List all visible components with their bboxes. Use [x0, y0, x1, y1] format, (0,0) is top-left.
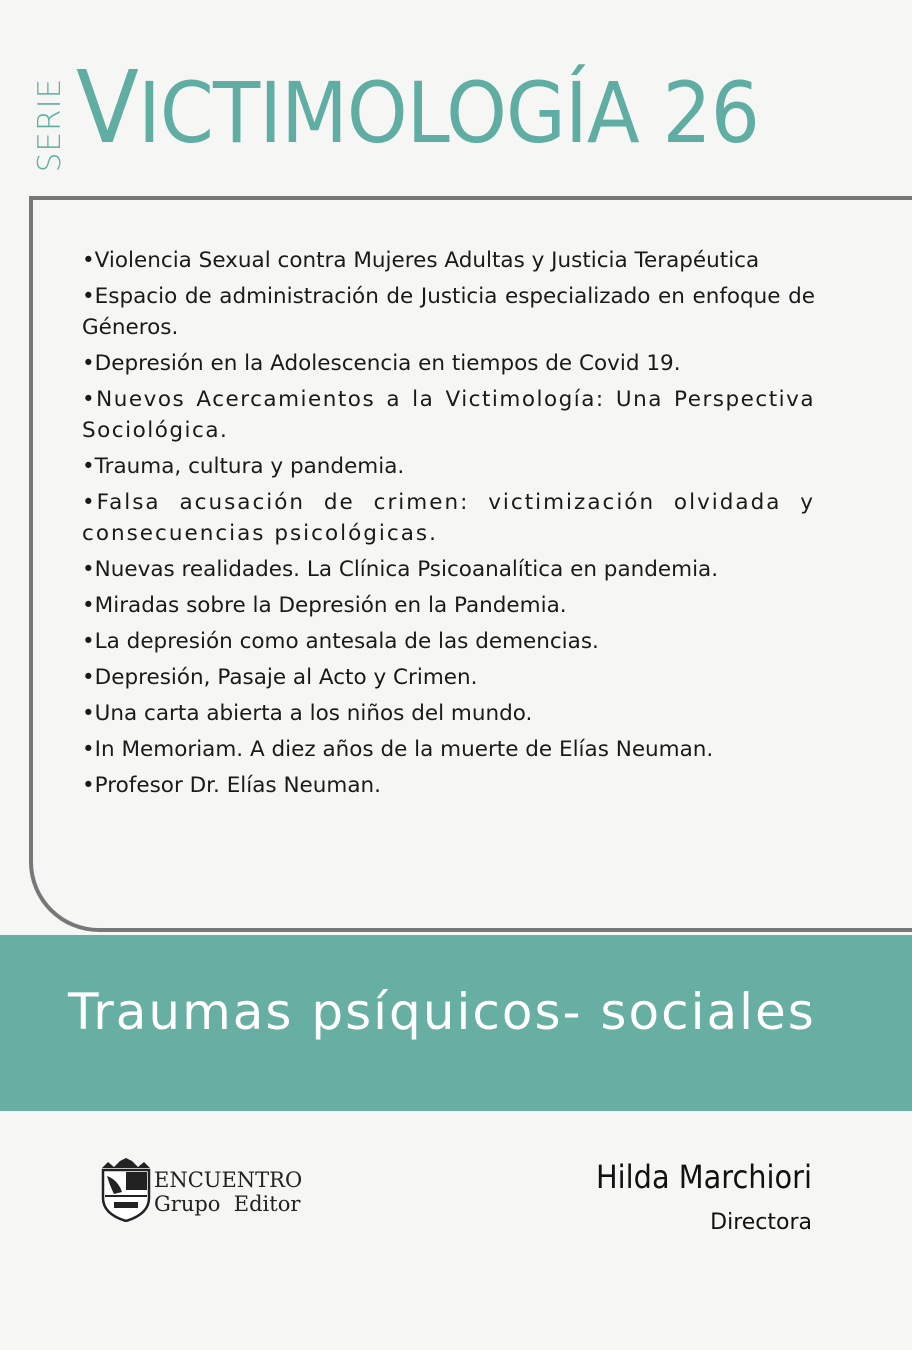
list-item: •Nuevas realidades. La Clínica Psicoanalítica en pandemia. [82, 557, 719, 582]
author-role: Directora [710, 1210, 812, 1235]
list-item: •In Memoriam. A diez años de la muerte de Elías Neuman. [82, 737, 714, 762]
subtitle-band [0, 935, 912, 1111]
book-title: VICTIMOLOGÍA 26 [76, 49, 759, 166]
publisher-shield-icon [100, 1158, 152, 1222]
subtitle: Traumas psíquicos- sociales [68, 983, 816, 1041]
list-item: •Depresión, Pasaje al Acto y Crimen. [82, 665, 478, 690]
list-item: •Trauma, cultura y pandemia. [82, 454, 405, 479]
list-item: •Miradas sobre la Depresión en la Pandemia. [82, 593, 567, 618]
list-item: •Profesor Dr. Elías Neuman. [82, 773, 381, 798]
list-item: •Falsa acusación de crimen: victimización olvidada y consecuencias psicológicas. [82, 490, 815, 546]
publisher-name: ENCUENTRO Grupo Editor [154, 1168, 303, 1216]
contents-list [82, 245, 815, 806]
list-item: •Depresión en la Adolescencia en tiempos de Covid 19. [82, 351, 681, 376]
list-item: •Nuevos Acercamientos a la Victimología: Una Perspectiva Sociológica. [82, 387, 815, 443]
list-item: •Espacio de administración de Justicia especializado en enfoque de Géneros. [82, 284, 815, 340]
list-item: •Una carta abierta a los niños del mundo. [82, 701, 533, 726]
list-item: •La depresión como antesala de las demencias. [82, 629, 599, 654]
author-name: Hilda Marchiori [596, 1158, 812, 1196]
series-label: SERIE [32, 77, 68, 173]
list-item: •Violencia Sexual contra Mujeres Adultas y Justicia Terapéutica [82, 248, 760, 273]
